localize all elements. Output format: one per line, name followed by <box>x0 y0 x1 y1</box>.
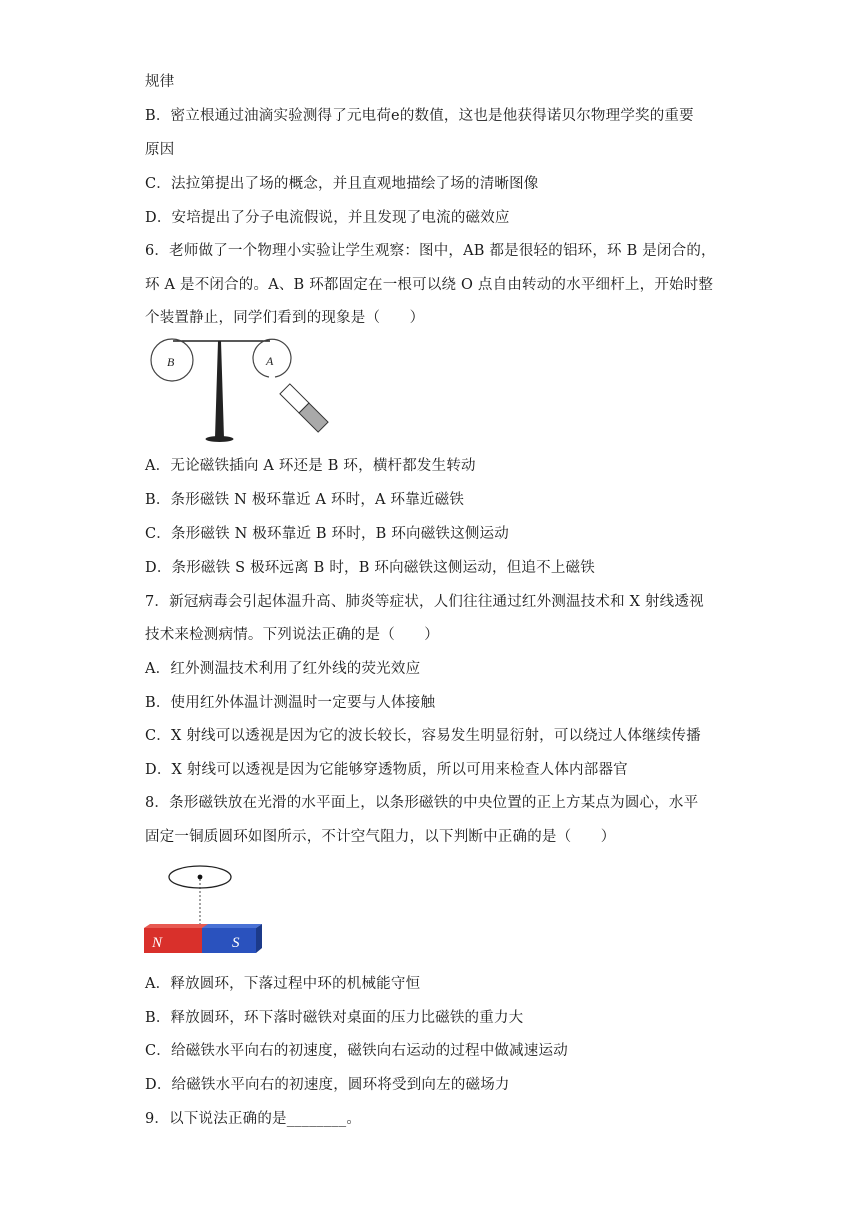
question-8-option-b: B．释放圆环，环下落时磁铁对桌面的压力比磁铁的重力大 <box>145 1010 524 1026</box>
question-8-option-a: A．释放圆环，下落过程中环的机械能守恒 <box>145 976 421 992</box>
question-6-line-1: 6．老师做了一个物理小实验让学生观察：图中，AB 都是很轻的铝环，环 B 是闭合的， <box>145 243 716 259</box>
question-7-line-1: 7．新冠病毒会引起体温升高、肺炎等症状，人们往往通过红外测温技术和 X 射线透视 <box>145 594 704 610</box>
question-8-line-2: 固定一铜质圆环如图所示，不计空气阻力，以下判断中正确的是（ ） <box>145 829 616 845</box>
text-line-5: D．安培提出了分子电流假说，并且发现了电流的磁效应 <box>145 210 510 226</box>
question-8-line-1: 8．条形磁铁放在光滑的水平面上，以条形磁铁的中央位置的正上方某点为圆心，水平 <box>145 795 699 811</box>
question-6-line-2: 环 A 是不闭合的。A、B 环都固定在一根可以绕 O 点自由转动的水平细杆上，开始时整 <box>145 277 714 293</box>
magnet-top-north <box>144 924 210 928</box>
magnet-side <box>256 924 262 953</box>
question-7-line-2: 技术来检测病情。下列说法正确的是（ ） <box>145 627 439 643</box>
bar-magnet <box>280 384 328 432</box>
figure-rings-lever <box>145 336 335 446</box>
question-8-option-d: D．给磁铁水平向右的初速度，圆环将受到向左的磁场力 <box>145 1077 510 1093</box>
text-line-1: 规律 <box>145 74 175 90</box>
stand-base <box>206 436 234 442</box>
text-line-2: B．密立根通过油滴实验测得了元电荷e的数值，这也是他获得诺贝尔物理学奖的重要 <box>145 108 694 124</box>
magnet-south <box>202 928 256 953</box>
question-7-option-b: B．使用红外体温计测温时一定要与人体接触 <box>145 695 436 711</box>
stand-pole <box>215 341 224 438</box>
ring-center-dot <box>198 875 203 880</box>
question-6-option-b: B．条形磁铁 N 极环靠近 A 环时，A 环靠近磁铁 <box>145 492 465 508</box>
question-6-option-c: C．条形磁铁 N 极环靠近 B 环时，B 环向磁铁这侧运动 <box>145 526 509 542</box>
question-6-option-d: D．条形磁铁 S 极环远离 B 时，B 环向磁铁这侧运动，但追不上磁铁 <box>145 560 595 576</box>
question-9-line-1: 9．以下说法正确的是________。 <box>145 1111 362 1127</box>
text-line-3: 原因 <box>145 142 175 158</box>
text-line-4: C．法拉第提出了场的概念，并且直观地描绘了场的清晰图像 <box>145 176 539 192</box>
question-7-option-a: A．红外测温技术利用了红外线的荧光效应 <box>145 661 421 677</box>
question-7-option-d: D．X 射线可以透视是因为它能够穿透物质，所以可用来检查人体内部器官 <box>145 762 628 778</box>
magnet-top-south <box>202 924 262 928</box>
question-6-option-a: A．无论磁铁插向 A 环还是 B 环，横杆都发生转动 <box>145 458 476 474</box>
question-7-option-c: C．X 射线可以透视是因为它的波长较长，容易发生明显衍射，可以绕过人体继续传播 <box>145 728 701 744</box>
magnet-north-label: N <box>152 935 163 951</box>
figure-ring-magnet <box>140 860 265 956</box>
question-6-line-3: 个装置静止，同学们看到的现象是（ ） <box>145 310 425 326</box>
ring-b-label: B <box>167 355 175 369</box>
question-8-option-c: C．给磁铁水平向右的初速度，磁铁向右运动的过程中做减速运动 <box>145 1043 568 1059</box>
ring-a-label: A <box>266 354 274 368</box>
magnet-south-label: S <box>232 935 240 951</box>
